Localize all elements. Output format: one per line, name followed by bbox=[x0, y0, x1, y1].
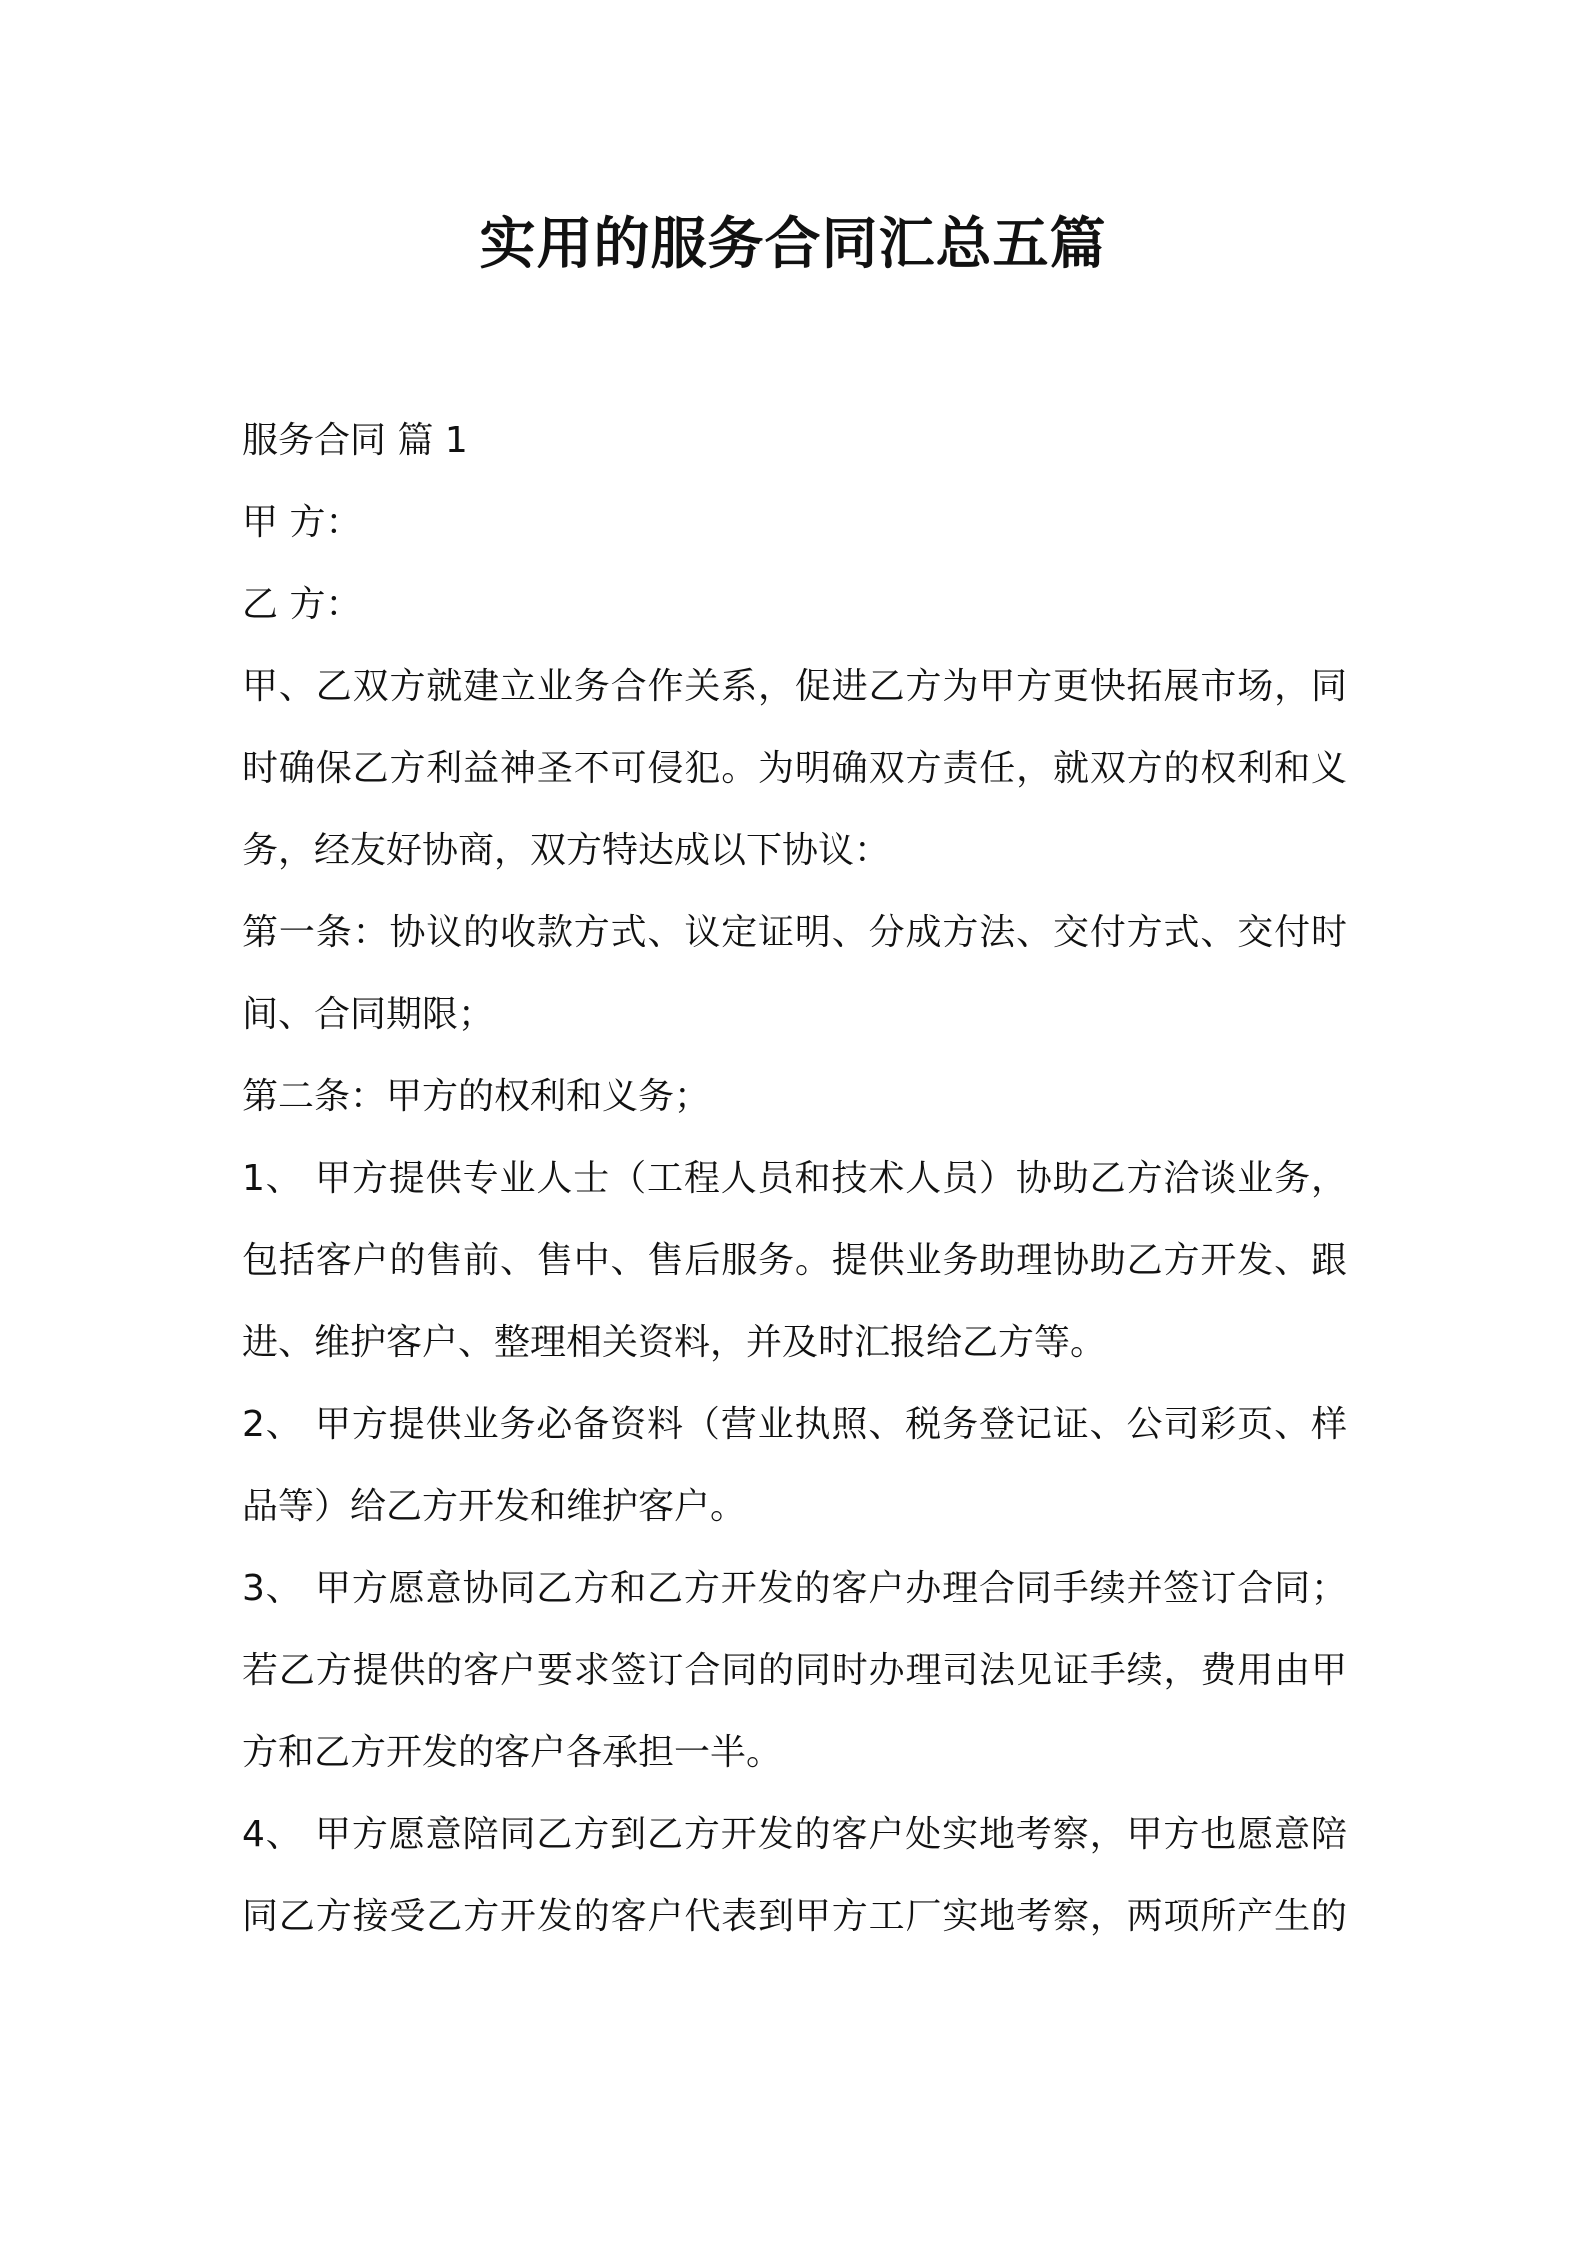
article-line: 间、合同期限； bbox=[242, 994, 495, 1035]
list-item-line: 品等）给乙方开发和维护客户。 bbox=[242, 1486, 747, 1527]
list-item-line: 包括客户的售前、售中、售后服务。提供业务助理协助乙方开发、跟 bbox=[242, 1240, 1347, 1281]
paragraph-line: 甲、乙双方就建立业务合作关系，促进乙方为甲方更快拓展市场，同 bbox=[242, 666, 1347, 707]
paragraph-line: 时确保乙方利益神圣不可侵犯。为明确双方责任，就双方的权利和义 bbox=[242, 748, 1347, 789]
article-line: 第二条：甲方的权利和义务； bbox=[242, 1076, 711, 1117]
list-item-line: 4、 甲方愿意陪同乙方到乙方开发的客户处实地考察，甲方也愿意陪 bbox=[242, 1814, 1347, 1855]
article-line: 第一条：协议的收款方式、议定证明、分成方法、交付方式、交付时 bbox=[242, 912, 1347, 953]
document-body bbox=[242, 400, 1347, 1958]
list-item-line: 进、维护客户、整理相关资料，并及时汇报给乙方等。 bbox=[242, 1322, 1107, 1363]
paragraph-line: 务，经友好协商，双方特达成以下协议： bbox=[242, 830, 891, 871]
list-item-line: 若乙方提供的客户要求签订合同的同时办理司法见证手续，费用由甲 bbox=[242, 1650, 1347, 1691]
party-b-label: 乙 方： bbox=[242, 584, 362, 625]
document-title: 实用的服务合同汇总五篇 bbox=[479, 212, 1107, 277]
list-item-line: 方和乙方开发的客户各承担一半。 bbox=[242, 1732, 783, 1773]
list-item-line: 同乙方接受乙方开发的客户代表到甲方工厂实地考察，两项所产生的 bbox=[242, 1896, 1347, 1937]
list-item-line: 2、 甲方提供业务必备资料（营业执照、税务登记证、公司彩页、样 bbox=[242, 1404, 1347, 1445]
section-heading: 服务合同 篇 1 bbox=[242, 420, 468, 461]
party-a-label: 甲 方： bbox=[242, 502, 362, 543]
list-item-line: 3、 甲方愿意协同乙方和乙方开发的客户办理合同手续并签订合同； bbox=[242, 1568, 1347, 1609]
list-item-line: 1、 甲方提供专业人士（工程人员和技术人员）协助乙方洽谈业务， bbox=[242, 1158, 1347, 1199]
